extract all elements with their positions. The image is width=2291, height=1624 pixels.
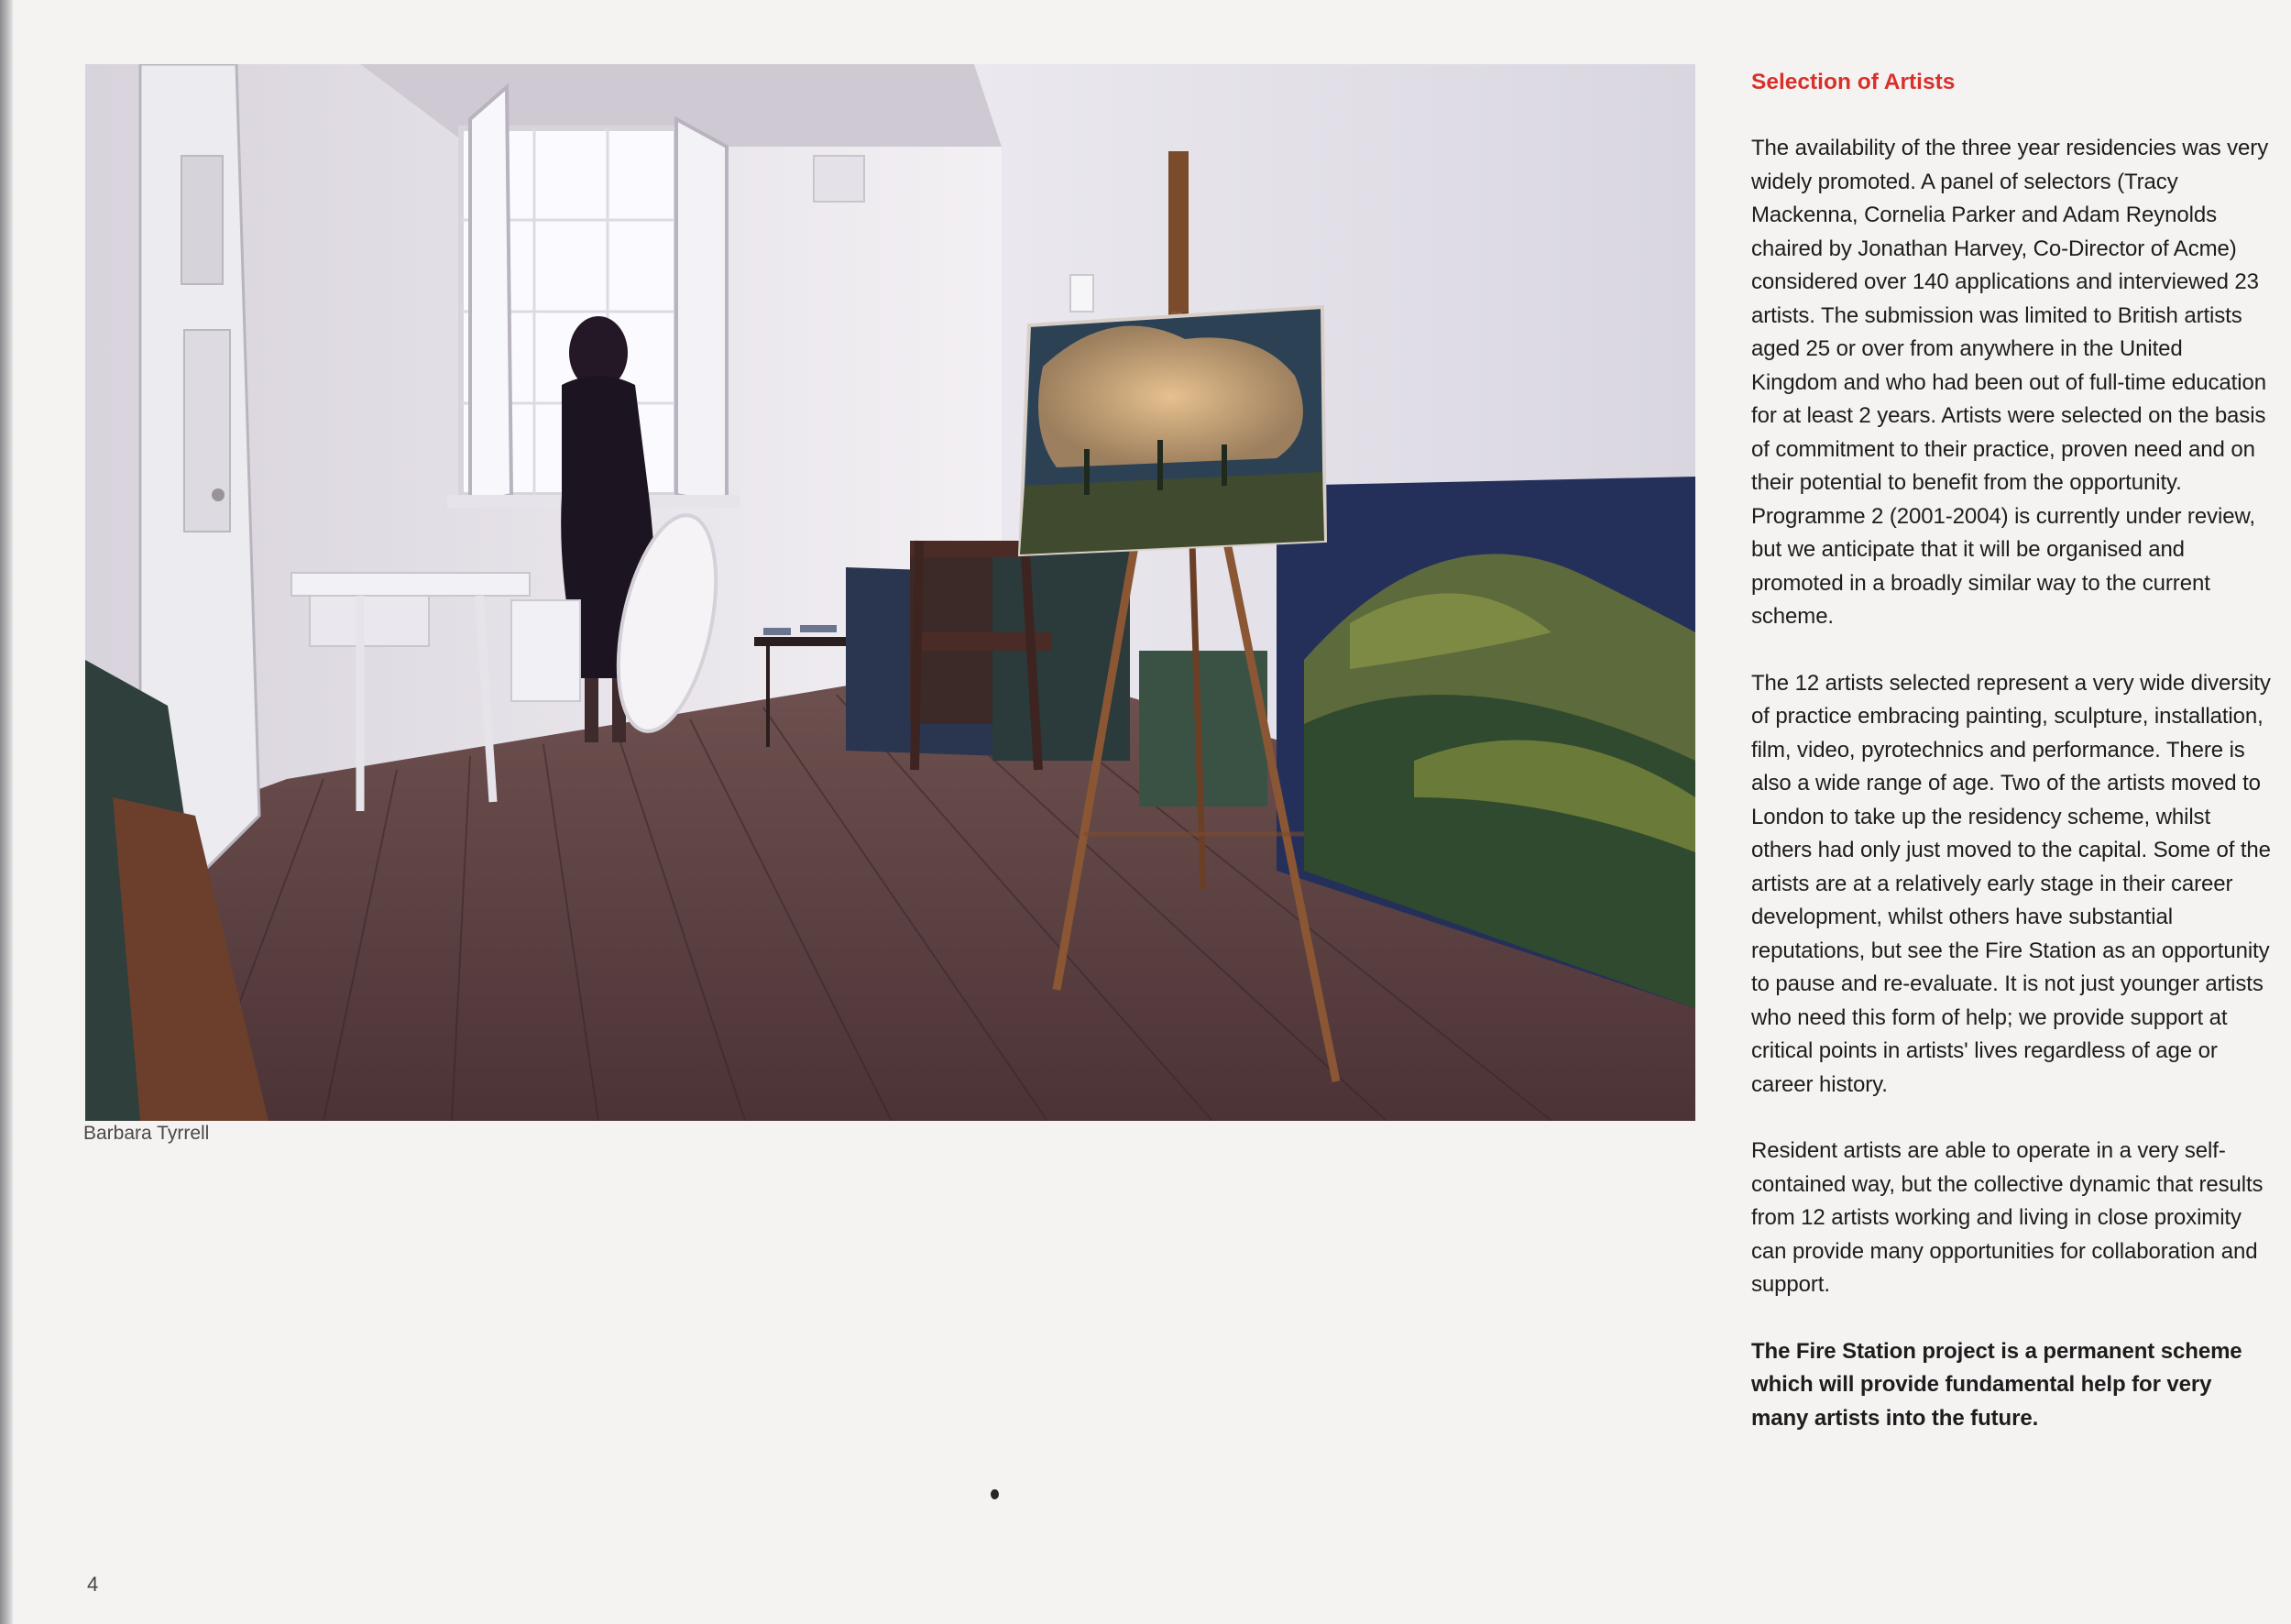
paragraph-diversity: The 12 artists selected represent a very wide diversity of practice embracing painting, sculpture, installation, film, video, pyrotechnics and performance. There is also a wide range of age. Two of the artists moved to London to take up the residency scheme, whilst others had only just moved to the capital. Some of the artists are at a relatively early stage in their career development, whilst others have substantial reputations, but see the Fire Station as an opportunity to pause and re-evaluate. It is not just younger artists who need this form of help; we provide support at critical points in artists' lives regardless of age or career history.	[1751, 670, 2271, 1097]
section-heading: Selection of Artists	[1751, 70, 1956, 94]
photo-caption: Barbara Tyrrell	[83, 1123, 210, 1144]
paragraph-collaboration: Resident artists are able to operate in a very self-contained way, but the collective dynamic that results from 12 artists working and living in close proximity can provide many opportunities for collaboration and support.	[1751, 1138, 2264, 1297]
print-speck	[991, 1489, 999, 1499]
page-number: 4	[87, 1573, 99, 1596]
article-column	[1751, 66, 2274, 1468]
studio-photo	[85, 64, 1695, 1121]
closing-statement: The Fire Station project is a permanent scheme which will provide fundamental help for very many artists into the future.	[1751, 1338, 2242, 1431]
paragraph-selection: The availability of the three year residencies was very widely promoted. A panel of selectors (Tracy Mackenna, Cornelia Parker and Adam Reynolds chaired by Jonathan Harvey, Co-Director of Acme) considered over 140 applications and interviewed 23 artists. The submission was limited to British artists aged 25 or over from anywhere in the United Kingdom and who had been out of full-time education for at least 2 years. Artists were selected on the basis of commitment to their practice, proven need and on their potential to benefit from the opportunity. Programme 2 (2001-2004) is currently under review, but we anticipate that it will be organised and promoted in a broadly similar way to the current scheme.	[1751, 136, 2269, 629]
scan-edge	[0, 0, 13, 1624]
